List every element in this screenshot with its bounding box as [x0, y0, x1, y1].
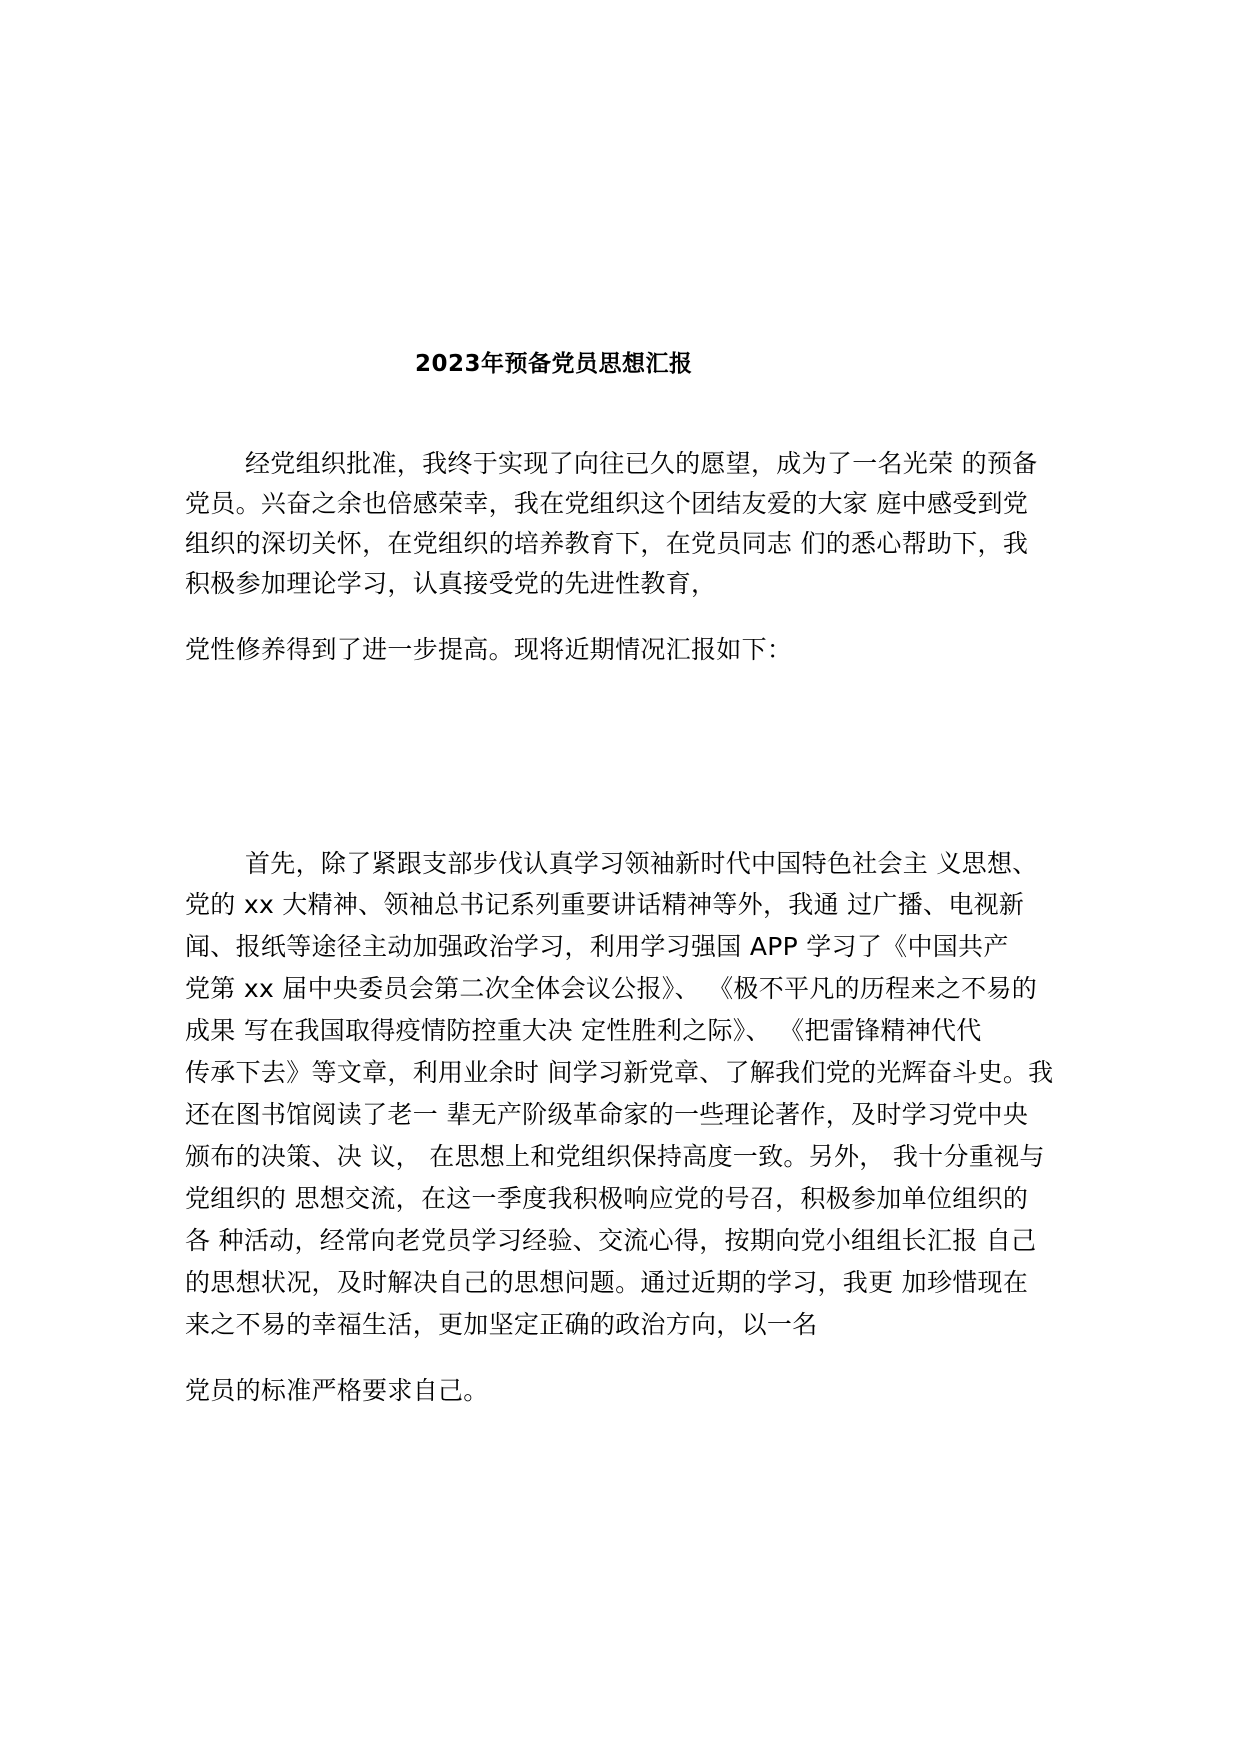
- paragraph-3-line-3: 闻、报纸等途径主动加强政治学习，利用学习强国 APP 学习了《中国共产: [185, 932, 1009, 961]
- paragraph-1-line-1: 经党组织批准，我终于实现了向往已久的愿望，成为了一名光荣 的预备: [245, 449, 1038, 478]
- paragraph-3-line-11: 的思想状况，及时解决自己的思想问题。通过近期的学习，我更 加珍惜现在: [185, 1268, 1029, 1297]
- paragraph-4-line-1: 党员的标准严格要求自己。: [185, 1376, 489, 1405]
- paragraph-3-line-5: 成果 写在我国取得疫情防控重大决 定性胜利之际》、 《把雷锋精神代代: [185, 1016, 982, 1045]
- paragraph-3-line-7: 还在图书馆阅读了老一 辈无产阶级革命家的一些理论著作，及时学习党中央: [185, 1100, 1029, 1129]
- paragraph-3-line-8: 颁布的决策、决 议， 在思想上和党组织保持高度一致。另外， 我十分重视与: [185, 1142, 1045, 1171]
- paragraph-3-line-10: 各 种活动，经常向老党员学习经验、交流心得，按期向党小组组长汇报 自己: [185, 1226, 1037, 1255]
- paragraph-3-line-2: 党的 xx 大精神、领袖总书记系列重要讲话精神等外，我通 过广播、电视新: [185, 890, 1025, 919]
- paragraph-1-line-2: 党员。兴奋之余也倍感荣幸，我在党组织这个团结友爱的大家 庭中感受到党: [185, 489, 1029, 518]
- page-title: 2023年预备党员思想汇报: [415, 351, 693, 377]
- paragraph-3-line-6: 传承下去》等文章，利用业余时 间学习新党章、了解我们党的光辉奋斗史。我: [185, 1058, 1054, 1087]
- paragraph-3-line-4: 党第 xx 届中央委员会第二次全体会议公报》、 《极不平凡的历程来之不易的: [185, 974, 1038, 1003]
- paragraph-3-line-12: 来之不易的幸福生活，更加坚定正确的政治方向，以一名: [185, 1310, 818, 1339]
- paragraph-1-line-3: 组织的深切关怀，在党组织的培养教育下，在党员同志 们的悉心帮助下，我: [185, 529, 1029, 558]
- paragraph-3-line-9: 党组织的 思想交流，在这一季度我积极响应党的号召，积极参加单位组织的: [185, 1184, 1029, 1213]
- paragraph-2-line-1: 党性修养得到了进一步提高。现将近期情况汇报如下：: [185, 635, 793, 664]
- paragraph-3-line-1: 首先，除了紧跟支部步伐认真学习领袖新时代中国特色社会主 义思想、: [245, 849, 1038, 878]
- paragraph-1-line-4: 积极参加理论学习，认真接受党的先进性教育，: [185, 569, 717, 598]
